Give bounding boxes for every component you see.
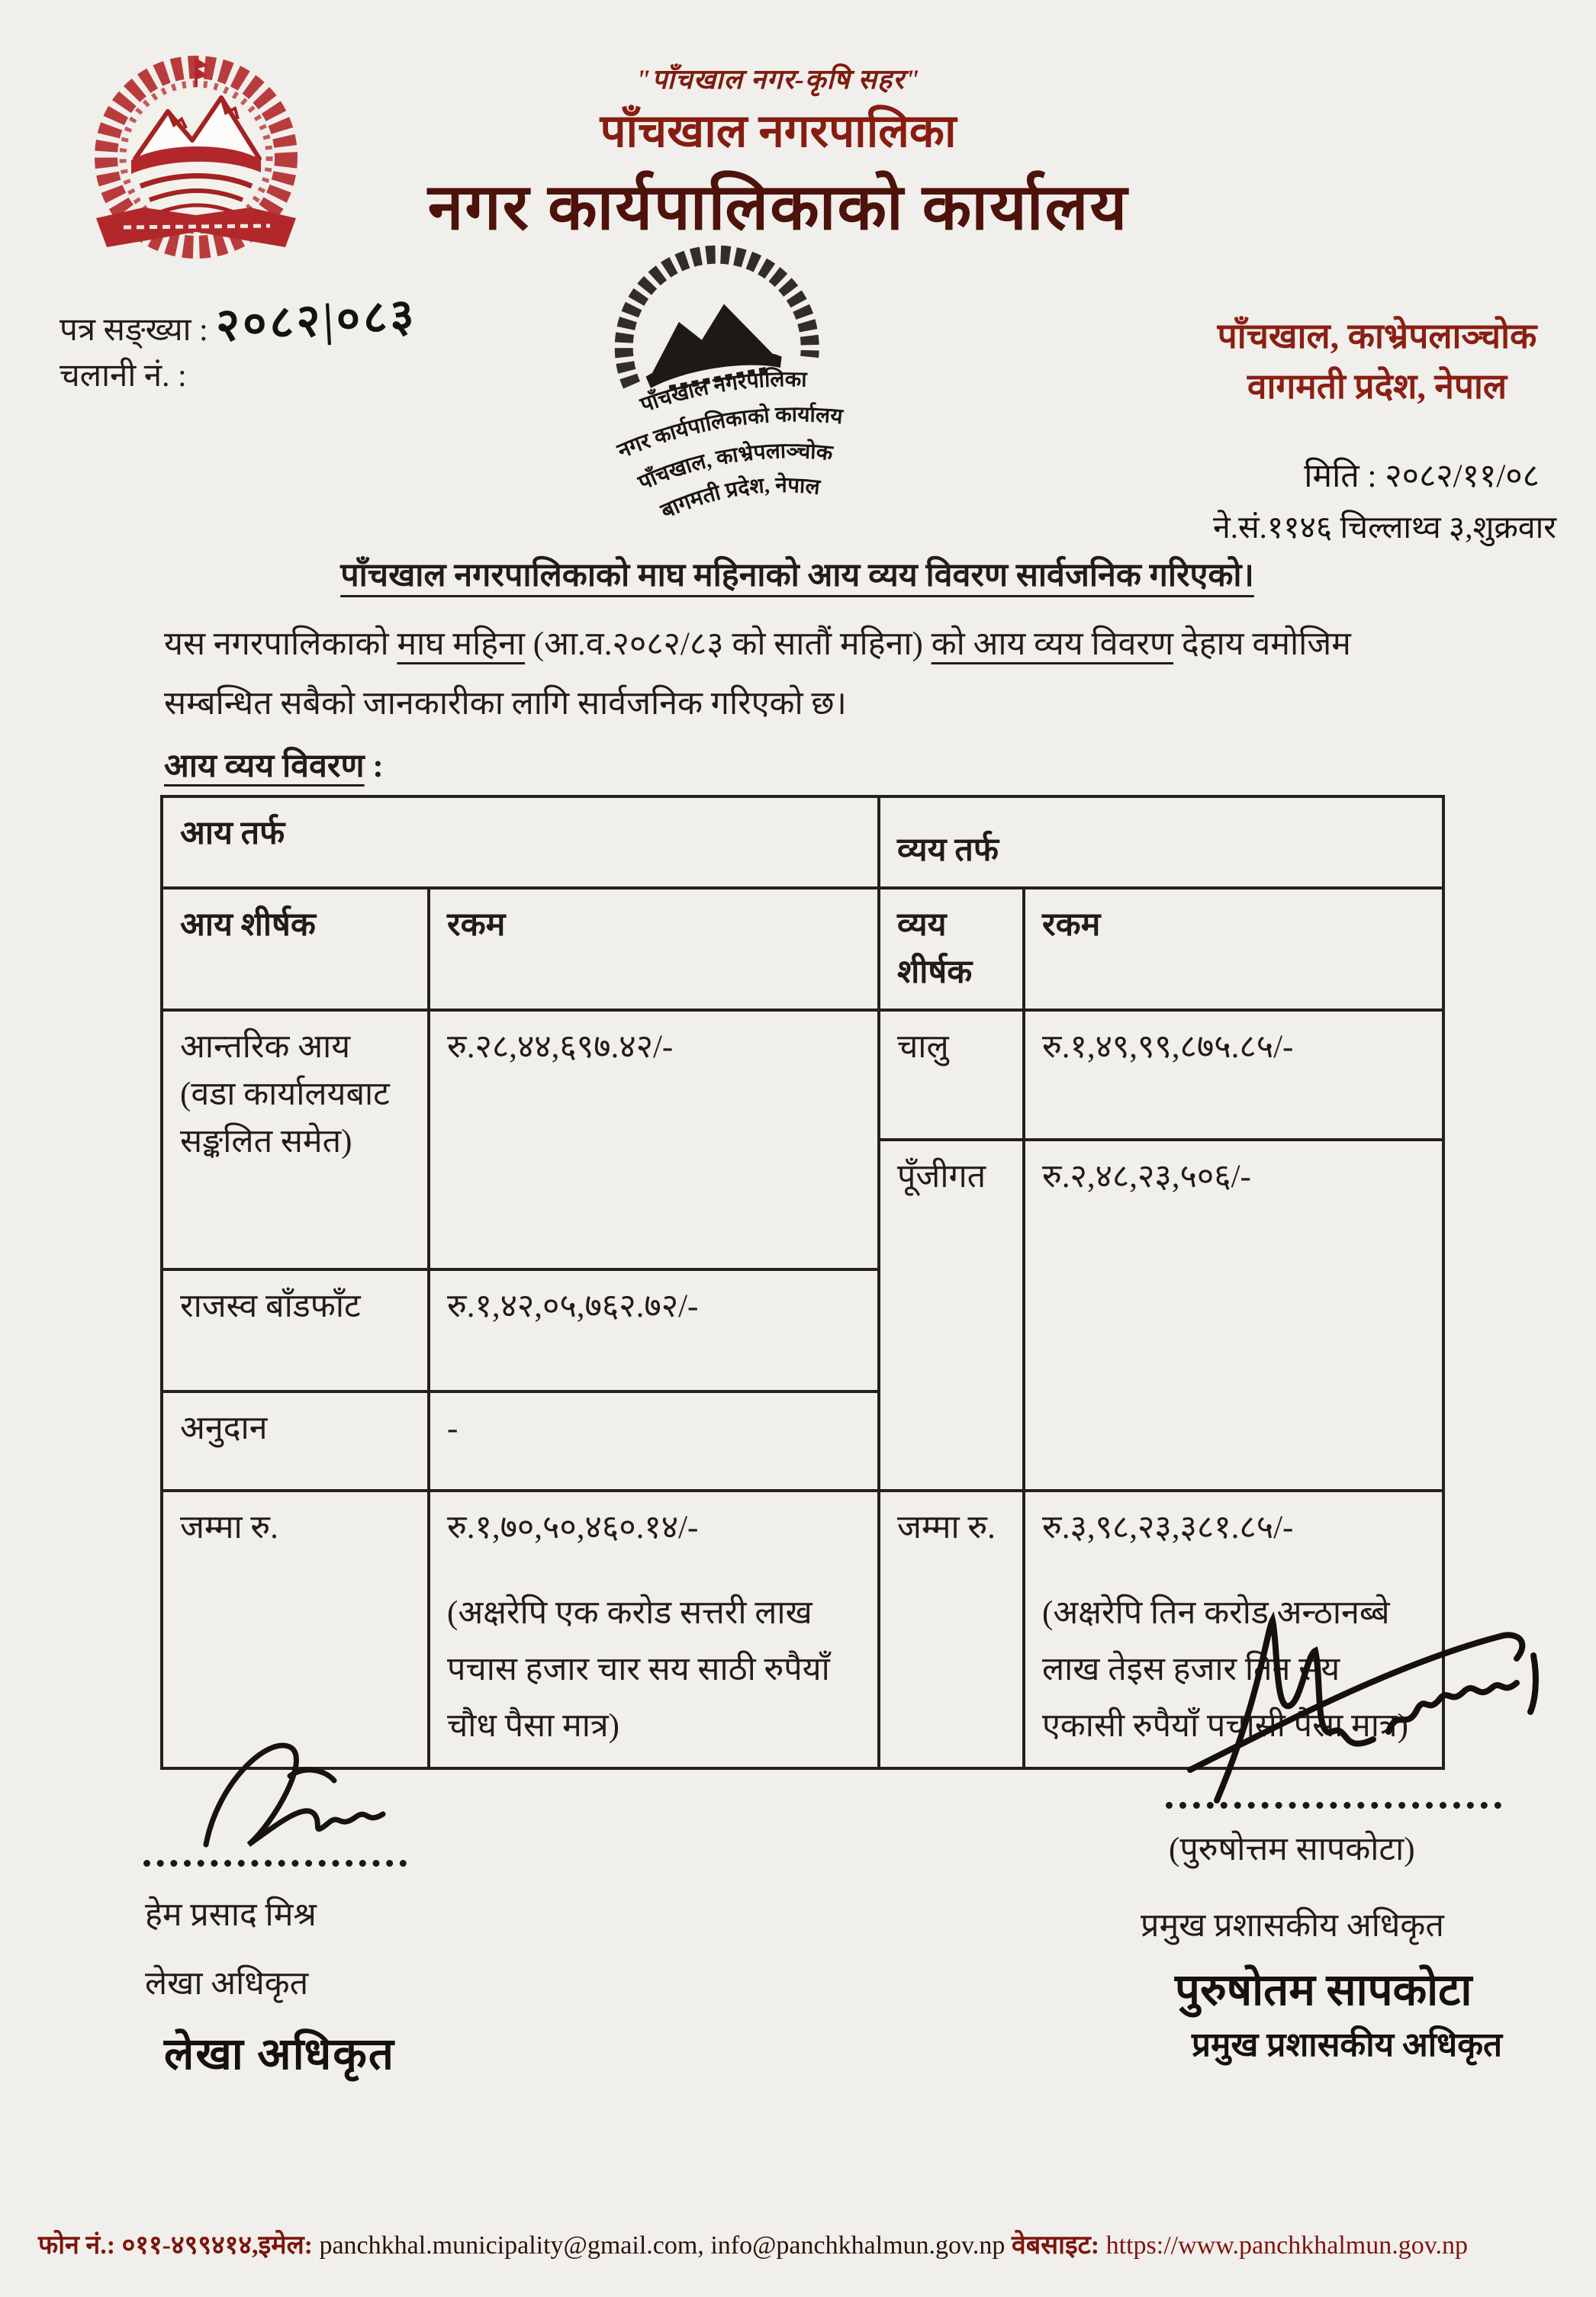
section-heading-label: आय व्यय विवरण	[164, 748, 365, 784]
current-expense-amount-cell: रु.१,४९,९९,८७५.८५/-	[1024, 1010, 1443, 1140]
address-line2: वागमती प्रदेश, नेपाल	[1247, 367, 1508, 406]
grant-amount-cell: -	[429, 1391, 879, 1491]
signature-right-dotted-line	[1166, 1802, 1501, 1809]
income-total-amount: रु.१,७०,५०,४६०.१४/-	[447, 1510, 699, 1546]
municipality-name: पाँचखाल नगरपालिका	[600, 106, 957, 156]
grant-label-cell: अनुदान	[162, 1391, 429, 1491]
signatory-right-stamp-title: प्रमुख प्रशासकीय अधिकृत	[1192, 2026, 1503, 2064]
dispatch-number-label: चलानी नं. :	[60, 359, 187, 394]
subject-line: पाँचखाल नगरपालिकाको माघ महिनाको आय व्यय विवरण सार्वजनिक गरिएको।	[340, 558, 1254, 594]
body-seg4-underlined: को आय व्यय विवरण	[931, 626, 1174, 662]
capital-expense-label-cell: पूँजीगत	[879, 1140, 1024, 1491]
signature-right-ink	[1144, 1610, 1572, 1816]
header-slogan: "पाँचखाल नगर-कृषि सहर"	[636, 64, 921, 95]
body-seg1: यस नगरपालिकाको	[164, 626, 397, 662]
expense-total-words: (अक्षरेपि तिन करोड अन्ठानब्बे लाख तेइस हजार तिन सय एकासी रुपैयाँ पचासी पैसा मात्र)	[1042, 1595, 1408, 1744]
section-heading	[164, 742, 384, 787]
expense-total-amount: रु.३,९८,२३,३८१.८५/-	[1042, 1510, 1294, 1546]
office-name: नगर कार्यपालिकाको कार्यालय	[427, 172, 1129, 243]
body-seg3: (आ.व.२०८२/८३ को सातौं महिना)	[525, 626, 932, 662]
stamp-text-line3: पाँचखाल, काभ्रेपलाञ्चोक	[635, 439, 834, 496]
footer-website-label: वेबसाइट:	[1011, 2231, 1100, 2260]
signatory-left-title: लेखा अधिकृत	[145, 1966, 309, 2002]
footer-email-2: info@panchkhalmun.gov.np	[710, 2231, 1006, 2260]
income-total-words: (अक्षरेपि एक करोड सत्तरी लाख पचास हजार चार सय साठी रुपैयाँ चौध पैसा मात्र)	[447, 1595, 830, 1744]
income-amount-col-header: रकम	[429, 888, 879, 1010]
income-title-col-header: आय शीर्षक	[162, 888, 429, 1010]
letter-number-handwritten: २०८२|०८३	[214, 290, 418, 351]
income-total-amount-cell	[429, 1491, 879, 1768]
expense-title-col-header: व्यय शीर्षक	[879, 888, 1024, 1010]
letter-number-row	[60, 291, 417, 354]
body-seg2-underlined: माघ महिना	[397, 626, 526, 662]
signatory-left-name: हेम प्रसाद मिश्र	[145, 1897, 317, 1933]
current-expense-label-cell: चालु	[879, 1010, 1024, 1140]
income-total-label-cell: जम्मा रु.	[162, 1491, 429, 1768]
signatory-right-stamp-name: पुरुषोतम सापकोटा	[1175, 1965, 1472, 2015]
nepal-sambat-line: ने.सं.११४६ चिल्लाथ्व ३,शुक्रवार	[1212, 510, 1556, 545]
footer-contact-line	[38, 2226, 1564, 2261]
address-line1: पाँचखाल, काभ्रेपलाञ्चोक	[1217, 317, 1537, 355]
letter-number-label: पत्र सङ्ख्या :	[60, 313, 208, 348]
office-round-stamp	[578, 243, 868, 532]
expense-amount-col-header: रकम	[1024, 888, 1443, 1010]
stamp-text-line1: पाँचखाल नगरपालिका	[637, 368, 807, 418]
income-side-header: आय तर्फ	[162, 796, 879, 888]
internal-income-label-cell: आन्तरिक आय (वडा कार्यालयबाट सङ्कलित समेत)	[162, 1010, 429, 1269]
signature-left-ink	[175, 1730, 420, 1868]
internal-income-amount-cell: रु.२८,४४,६९७.४२/-	[429, 1010, 879, 1269]
footer-email-label: इमेल:	[258, 2231, 313, 2260]
stamp-text-line2: नगर कार्यपालिकाको कार्यालय	[614, 403, 844, 464]
signatory-right-title: प्रमुख प्रशासकीय अधिकृत	[1141, 1908, 1444, 1944]
footer-phone-value: ०११-४९९४१४,	[121, 2231, 259, 2260]
capital-expense-amount-cell: रु.२,४८,२३,५०६/-	[1024, 1140, 1443, 1491]
body-paragraph	[164, 615, 1446, 734]
section-heading-colon: :	[364, 748, 384, 784]
revenue-sharing-label-cell: राजस्व बाँडफाँट	[162, 1269, 429, 1391]
office-address	[1179, 311, 1575, 412]
footer-phone-label: फोन नं.:	[38, 2231, 116, 2260]
stamp-text-line4: बागमती प्रदेश, नेपाल	[657, 473, 822, 524]
signatory-left-designation-stamp: लेखा अधिकृत	[164, 2029, 395, 2079]
revenue-sharing-amount-cell: रु.१,४२,०५,७६२.७२/-	[429, 1269, 879, 1391]
signature-left-dotted-line	[143, 1860, 407, 1867]
body-seg5: देहाय वमोजिम सम्बन्धित सबैको जानकारीका लागि सार्वजनिक गरिएको छ।	[164, 626, 1351, 722]
footer-email-1: panchkhal.municipality@gmail.com,	[319, 2231, 704, 2260]
footer-website-url: https://www.panchkhalmun.gov.np	[1105, 2231, 1468, 2260]
expense-total-label-cell: जम्मा रु.	[879, 1491, 1024, 1768]
date-line: मिति : २०८२/११/०८	[1304, 458, 1540, 494]
expense-side-header: व्यय तर्फ	[879, 796, 1443, 888]
signatory-right-name: (पुरुषोत्तम सापकोटा)	[1169, 1832, 1415, 1868]
